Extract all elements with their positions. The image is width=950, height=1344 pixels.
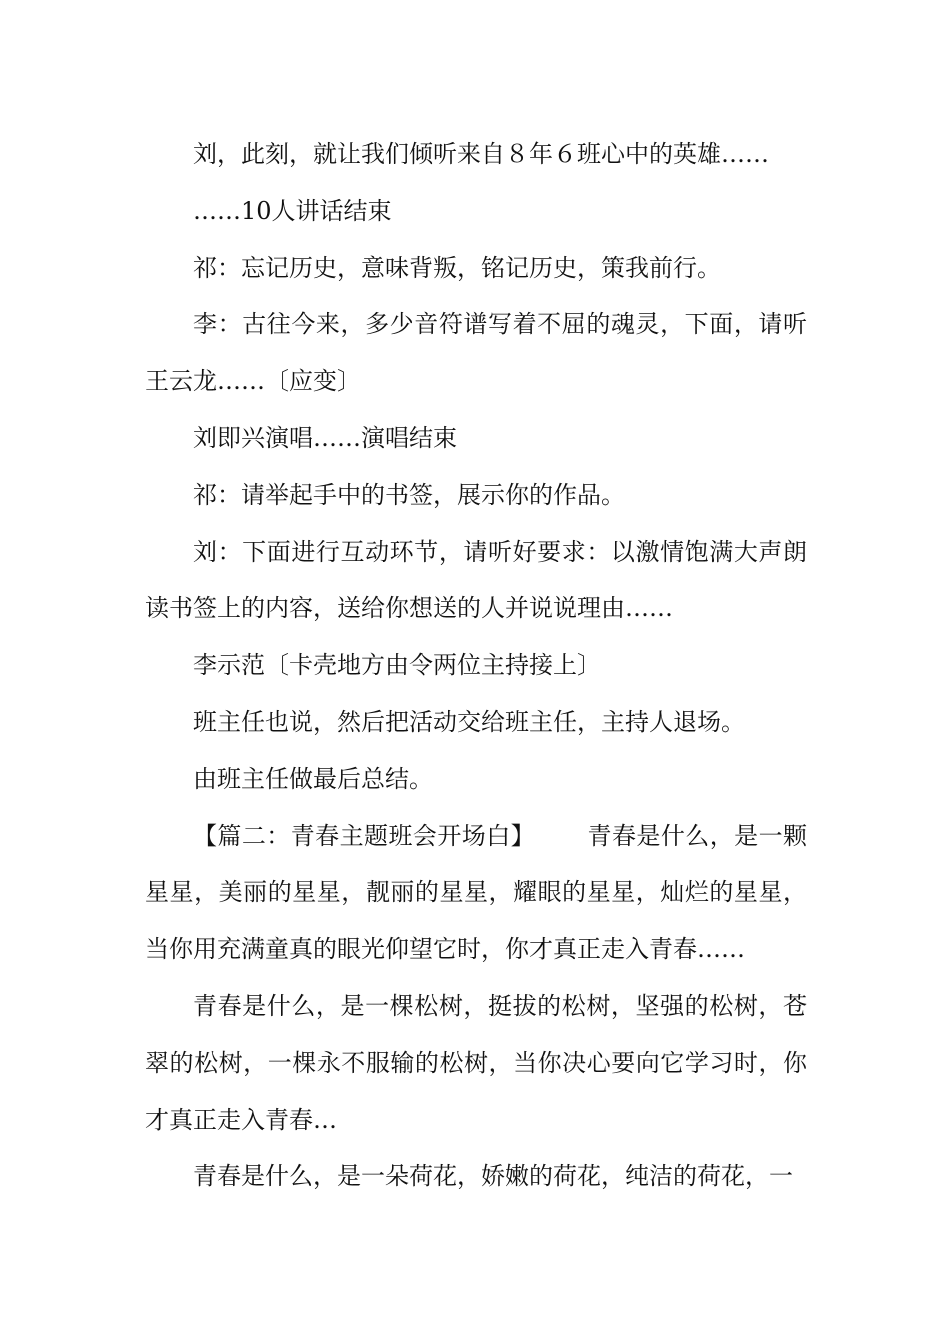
paragraph: 刘，此刻，就让我们倾听来自８年６班心中的英雄…… <box>193 140 769 168</box>
paragraph: 李示范〔卡壳地方由令两位主持接上〕 <box>193 651 601 680</box>
document-body <box>145 126 807 1205</box>
section-heading: 【篇二：青春主题班会开场白】 <box>193 821 536 850</box>
paragraph: 祁：请举起手中的书签，展示你的作品。 <box>193 480 625 509</box>
paragraph: 青春是什么，是一棵松树，挺拔的松树，坚强的松树，苍翠的松树，一棵永不服输的松树，当你决心要向它学习时，你才真正走入青春… <box>145 991 807 1134</box>
section-text: 青春是什么，是一颗星星，美丽的星星，靓丽的星星，耀眼的星星，灿烂的星星，当你用充满童真的眼光仰望它时，你才真正走入青春…… <box>145 821 808 964</box>
paragraph: 班主任也说，然后把活动交给班主任，主持人退场。 <box>193 707 745 736</box>
paragraph: 祁：忘记历史，意味背叛，铭记历史，策我前行。 <box>193 253 721 282</box>
paragraph: ……10人讲话结束 <box>193 196 392 225</box>
paragraph: 青春是什么，是一朵荷花，娇嫩的荷花，纯洁的荷花，一 <box>193 1162 793 1191</box>
paragraph: 由班主任做最后总结。 <box>193 764 433 793</box>
paragraph: 李：古往今来，多少音符谱写着不屈的魂灵，下面，请听王云龙……〔应变〕 <box>145 310 807 396</box>
paragraph: 刘即兴演唱……演唱结束 <box>193 423 457 452</box>
section-paragraph <box>145 808 807 978</box>
paragraph: 刘：下面进行互动环节，请听好要求：以激情饱满大声朗读书签上的内容，送给你想送的人并说说理由…… <box>145 537 807 623</box>
